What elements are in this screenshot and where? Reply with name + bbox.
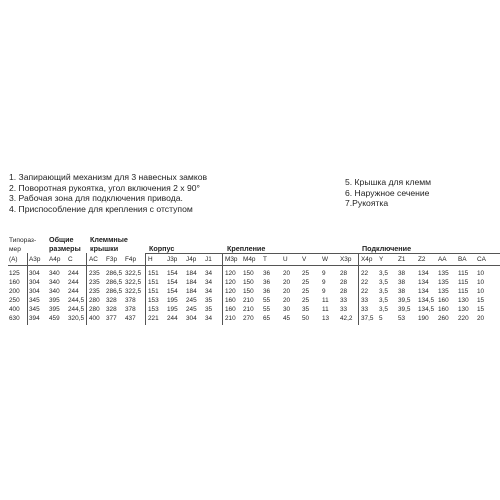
table-cell: 134,5	[418, 297, 434, 304]
table-cell: 134	[418, 279, 429, 286]
table-cell: 9	[322, 279, 326, 286]
col-header: T	[263, 256, 267, 263]
table-cell: 395	[49, 306, 60, 313]
note-4: 4. Приспособление для крепления с отступом	[9, 203, 193, 214]
table-cell: 153	[148, 306, 159, 313]
table-cell: 394	[29, 315, 40, 322]
table-cell: 151	[148, 288, 159, 295]
table-cell: 328	[106, 306, 117, 313]
table-cell: 55	[263, 297, 271, 304]
separator-after-size	[27, 253, 28, 325]
table-cell: 151	[148, 279, 159, 286]
table-cell: 134	[418, 270, 429, 277]
table-cell: 20	[283, 270, 291, 277]
table-cell: 28	[340, 279, 348, 286]
table-cell: 235	[89, 288, 100, 295]
table-cell: 22	[361, 288, 369, 295]
table-cell: 270	[243, 315, 254, 322]
table-cell: 322,5	[125, 288, 141, 295]
table-cell: 286,5	[106, 270, 122, 277]
table-cell: 115	[458, 279, 469, 286]
table-cell: 42,2	[340, 315, 353, 322]
note-5: 5. Крышка для клемм	[345, 177, 432, 187]
table-cell: 25	[302, 279, 310, 286]
table-cell: 280	[89, 297, 100, 304]
table-cell: 130	[458, 297, 469, 304]
table-cell: 378	[125, 306, 136, 313]
table-cell: 25	[302, 288, 310, 295]
table-cell: 36	[263, 270, 271, 277]
table-cell: 11	[322, 297, 329, 304]
col-header: Z2	[418, 256, 426, 263]
table-cell: 35	[205, 297, 213, 304]
table-cell: 15	[477, 306, 485, 313]
table-cell: 210	[243, 297, 254, 304]
table-cell: 25	[302, 297, 310, 304]
col-header: X4p	[361, 256, 373, 263]
col-header: F4p	[125, 256, 137, 263]
col-header: U	[283, 256, 288, 263]
col-header: M3p	[225, 256, 238, 263]
table-cell: 125	[9, 270, 20, 277]
table-cell: 33	[361, 306, 369, 313]
table-cell: 53	[398, 315, 406, 322]
table-cell: 34	[205, 315, 213, 322]
table-cell: 37,5	[361, 315, 374, 322]
col-header: C	[68, 256, 73, 263]
table-cell: 210	[243, 306, 254, 313]
notes-right	[345, 177, 431, 209]
table-cell: 328	[106, 297, 117, 304]
table-cell: 38	[398, 270, 406, 277]
table-cell: 400	[89, 315, 100, 322]
header-obshchie-line2: размеры	[49, 244, 81, 253]
col-header: CA	[477, 256, 486, 263]
table-cell: 3,5	[379, 279, 388, 286]
separator-after-terminal-covers	[145, 253, 146, 325]
col-header: F3p	[106, 256, 118, 263]
table-cell: 160	[225, 306, 236, 313]
table-cell: 36	[263, 288, 271, 295]
table-cell: 39,5	[398, 306, 411, 313]
note-6: 6. Наружное сечение	[345, 187, 430, 198]
table-cell: 10	[477, 288, 485, 295]
table-cell: 33	[340, 306, 348, 313]
separator-after-mounting	[358, 253, 359, 325]
table-cell: 22	[361, 279, 369, 286]
note-3: 3. Рабочая зона для подключения привода.	[9, 193, 183, 204]
table-cell: 34	[205, 279, 213, 286]
table-cell: 260	[438, 315, 449, 322]
separator-after-body	[222, 253, 223, 325]
header-klemmnye-line1: Клеммные	[90, 235, 128, 244]
table-cell: 378	[125, 297, 136, 304]
col-header: J1	[205, 256, 212, 263]
table-cell: 3,5	[379, 297, 388, 304]
table-cell: 320,5	[68, 315, 84, 322]
col-header: J4p	[186, 256, 197, 263]
col-header: M4p	[243, 256, 256, 263]
table-cell: 50	[302, 315, 310, 322]
col-header: (A)	[9, 256, 18, 263]
table-cell: 151	[148, 270, 159, 277]
table-cell: 35	[302, 306, 310, 313]
note-2: 2. Поворотная рукоятка, угол включения 2 x 90°	[9, 182, 200, 193]
table-cell: 3,5	[379, 306, 388, 313]
table-cell: 33	[361, 297, 369, 304]
table-cell: 22	[361, 270, 369, 277]
table-cell: 120	[225, 288, 236, 295]
note-1: 1. Запирающий механизм для 3 навесных замков	[9, 172, 208, 182]
table-cell: 377	[106, 315, 117, 322]
note-7: 7.Рукоятка	[345, 198, 389, 209]
col-header: A4p	[49, 256, 61, 263]
col-header: Z1	[398, 256, 406, 263]
header-tiporazmer-line1: Типораз-	[9, 237, 37, 244]
table-cell: 304	[186, 315, 197, 322]
table-cell: 304	[29, 288, 40, 295]
table-cell: 115	[458, 288, 469, 295]
table-cell: 245	[186, 306, 197, 313]
notes-left	[9, 172, 207, 214]
table-cell: 150	[243, 270, 254, 277]
table-cell: 20	[283, 297, 291, 304]
table-cell: 459	[49, 315, 60, 322]
col-header: J3p	[167, 256, 178, 263]
table-cell: 160	[225, 297, 236, 304]
table-cell: 190	[418, 315, 429, 322]
table-cell: 55	[263, 306, 271, 313]
table-cell: 184	[186, 288, 197, 295]
table-cell: 5	[379, 315, 383, 322]
table-cell: 3,5	[379, 288, 388, 295]
table-cell: 184	[186, 279, 197, 286]
table-cell: 395	[49, 297, 60, 304]
col-header: X3p	[340, 256, 352, 263]
header-obshchie-line1: Общие	[49, 235, 74, 244]
table-cell: 286,5	[106, 279, 122, 286]
table-cell: 11	[322, 306, 329, 313]
table-cell: 244	[68, 288, 79, 295]
table-cell: 115	[458, 270, 469, 277]
header-podklyuchenie: Подключение	[362, 244, 412, 253]
table-cell: 244,5	[68, 306, 84, 313]
table-cell: 120	[225, 279, 236, 286]
table-cell: 250	[9, 297, 20, 304]
table-cell: 34	[205, 270, 213, 277]
table-cell: 25	[302, 270, 310, 277]
table-cell: 195	[167, 297, 178, 304]
table-cell: 340	[49, 288, 60, 295]
table-cell: 150	[243, 279, 254, 286]
table-cell: 39,5	[398, 297, 411, 304]
table-cell: 34	[205, 288, 213, 295]
group-header-rule	[146, 253, 500, 254]
separator-after-dimensions	[86, 253, 87, 325]
table-cell: 30	[283, 306, 291, 313]
table-cell: 9	[322, 288, 326, 295]
table-cell: 35	[205, 306, 213, 313]
table-cell: 280	[89, 306, 100, 313]
table-cell: 10	[477, 279, 485, 286]
table-cell: 36	[263, 279, 271, 286]
table-cell: 244,5	[68, 297, 84, 304]
table-cell: 345	[29, 297, 40, 304]
table-cell: 160	[438, 306, 449, 313]
table-cell: 630	[9, 315, 20, 322]
table-cell: 340	[49, 279, 60, 286]
table-cell: 304	[29, 270, 40, 277]
table-cell: 235	[89, 270, 100, 277]
column-header-rule	[8, 265, 500, 266]
table-cell: 65	[263, 315, 271, 322]
table-cell: 120	[225, 270, 236, 277]
table-cell: 45	[283, 315, 291, 322]
table-cell: 154	[167, 279, 178, 286]
table-cell: 160	[9, 279, 20, 286]
table-cell: 153	[148, 297, 159, 304]
table-cell: 38	[398, 279, 406, 286]
table-cell: 322,5	[125, 270, 141, 277]
table-cell: 195	[167, 306, 178, 313]
table-cell: 244	[68, 279, 79, 286]
table-cell: 160	[438, 297, 449, 304]
table-cell: 244	[68, 270, 79, 277]
table-cell: 154	[167, 288, 178, 295]
col-header: W	[322, 256, 329, 263]
table-cell: 20	[283, 279, 291, 286]
table-cell: 13	[322, 315, 330, 322]
table-cell: 322,5	[125, 279, 141, 286]
table-cell: 210	[225, 315, 236, 322]
table-cell: 200	[9, 288, 20, 295]
table-cell: 28	[340, 270, 348, 277]
table-cell: 245	[186, 297, 197, 304]
table-cell: 134,5	[418, 306, 434, 313]
table-cell: 134	[418, 288, 429, 295]
table-cell: 400	[9, 306, 20, 313]
table-cell: 38	[398, 288, 406, 295]
col-header: AA	[438, 256, 447, 263]
table-cell: 135	[438, 288, 449, 295]
table-cell: 235	[89, 279, 100, 286]
table-cell: 437	[125, 315, 136, 322]
header-tiporazmer-line2: мер	[9, 246, 21, 253]
table-cell: 340	[49, 270, 60, 277]
table-cell: 221	[148, 315, 159, 322]
table-cell: 9	[322, 270, 326, 277]
table-cell: 135	[438, 279, 449, 286]
table-cell: 20	[477, 315, 485, 322]
table-cell: 220	[458, 315, 469, 322]
col-header: BA	[458, 256, 467, 263]
table-cell: 286,5	[106, 288, 122, 295]
col-header: A3p	[29, 256, 41, 263]
header-kreplenie: Крепление	[227, 244, 266, 253]
table-cell: 130	[458, 306, 469, 313]
table-cell: 150	[243, 288, 254, 295]
header-korpus: Корпус	[149, 244, 175, 253]
col-header: H	[148, 256, 153, 263]
table-cell: 345	[29, 306, 40, 313]
table-cell: 10	[477, 270, 485, 277]
table-cell: 33	[340, 297, 348, 304]
col-header: Y	[379, 256, 384, 263]
col-header: AC	[89, 256, 98, 263]
col-header: V	[302, 256, 307, 263]
table-cell: 154	[167, 270, 178, 277]
table-cell: 244	[167, 315, 178, 322]
table-cell: 304	[29, 279, 40, 286]
header-klemmnye-line2: крышки	[90, 244, 119, 253]
table-cell: 135	[438, 270, 449, 277]
table-cell: 3,5	[379, 270, 388, 277]
table-cell: 20	[283, 288, 291, 295]
table-cell: 28	[340, 288, 348, 295]
table-cell: 15	[477, 297, 485, 304]
table-cell: 184	[186, 270, 197, 277]
